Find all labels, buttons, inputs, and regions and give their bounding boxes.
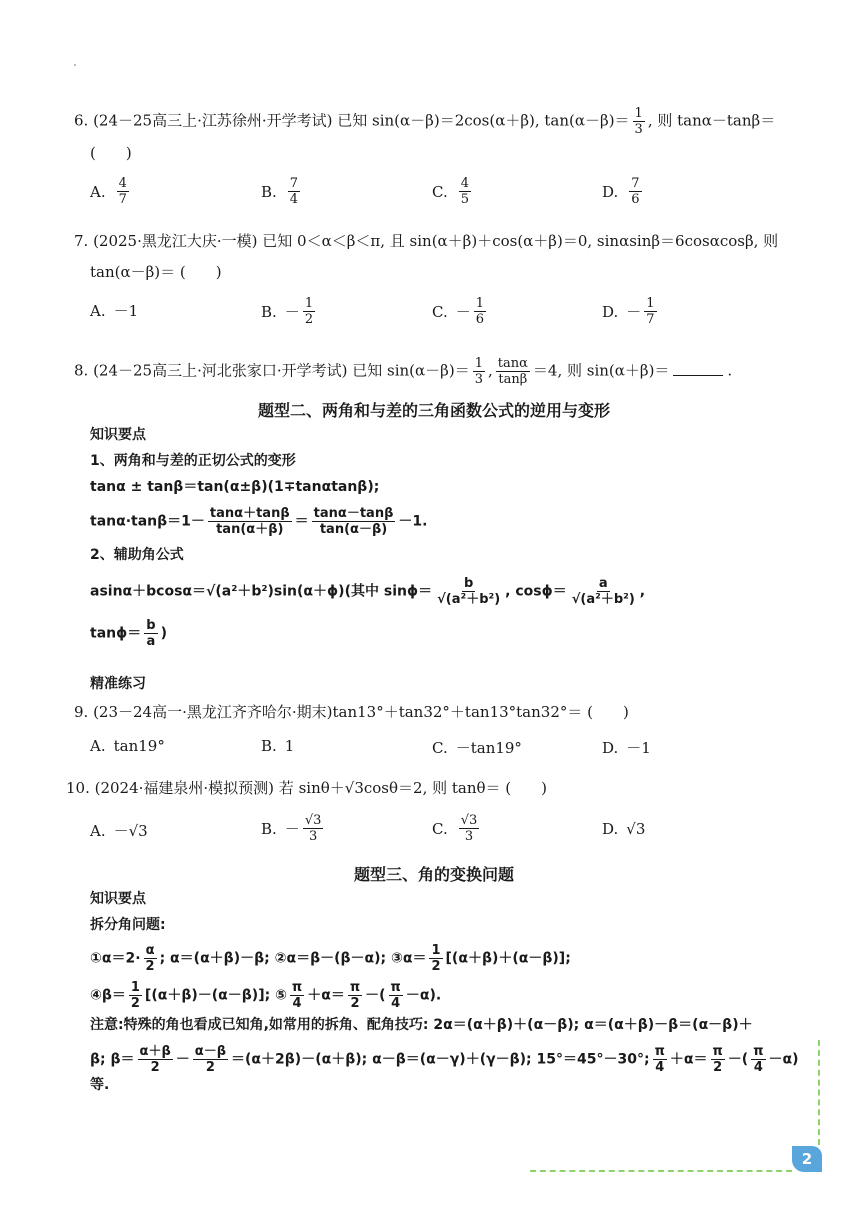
q9-option-c[interactable]: C. －tan19° <box>432 738 522 757</box>
formula-tan-phi: tanϕ＝ $\frac{b}{a}$ ) <box>90 618 167 649</box>
page-corner-dashed-border-vertical <box>818 1040 820 1145</box>
q9-option-a[interactable]: A. tan19° <box>90 737 165 755</box>
question-6-stem <box>74 106 775 137</box>
note-line-3: 等. <box>90 1077 110 1093</box>
q6-fraction: $\frac{1}{3}$ <box>634 106 643 137</box>
q7-stem-line2: tan(α－β)＝ ( ) <box>90 263 222 281</box>
section3-subheading: 拆分角问题: <box>90 917 166 933</box>
q7-option-c[interactable]: C. － $\frac{1}{6}$ <box>432 296 485 327</box>
question-8-stem: 8. (24－25高三上·河北张家口·开学考试) 已知 sin(α－β)＝ $\frac{1}{3}$ , $\frac{\tan\alpha}{\tan\beta}$ ＝4, 则 sin(α＋β)＝ . <box>74 356 733 387</box>
q6-text-end: , 则 tanα－tanβ＝ <box>647 111 776 130</box>
formula-tan-product: tanα·tanβ＝1－ $\frac{\tan\alpha+\tan\beta}{\tan(\alpha+\beta)}$ ＝ $\frac{\tan\alpha-\tan\beta}{\tan(\alpha-\beta)}$ －1. <box>90 506 428 537</box>
note-line-2: β; β＝ $\frac{\alpha+\beta}{2}$ － $\frac{\alpha-\beta}{2}$ ＝(α＋2β)－(α＋β); α－β＝(α－γ)＋(γ－β); 15°＝45°－30°; $\frac{\pi}{4}$ ＋α＝ $\frac{\pi}{2}$ －( $\frac{\pi}{4}$ －α) <box>90 1044 799 1075</box>
section3-knowledge-heading: 知识要点 <box>90 891 146 907</box>
section2-knowledge-heading: 知识要点 <box>90 427 146 443</box>
q7-option-d[interactable]: D. － $\frac{1}{7}$ <box>602 296 655 327</box>
q7-option-a[interactable]: A. －1 <box>90 301 139 320</box>
formula-tan-sum: tanα ± tanβ＝tan(α±β)(1∓tanαtanβ); <box>90 479 380 495</box>
angle-split-line-2: ④β＝ $\frac{1}{2}$ [(α＋β)－(α－β)]; ⑤ $\frac{\pi}{4}$ ＋α＝ $\frac{\pi}{2}$ －( $\frac{\pi}{4}$ －α). <box>90 980 442 1011</box>
section2-subheading-1: 1、两角和与差的正切公式的变形 <box>90 453 296 469</box>
question-9-stem: 9. (23－24高一·黑龙江齐齐哈尔·期末)tan13°＋tan32°＋tan13°tan32°＝ ( ) <box>74 703 629 721</box>
q9-option-d[interactable]: D. －1 <box>602 738 651 757</box>
note-line-1: 注意:特殊的角也看成已知角,如常用的拆角、配角技巧: 2α＝(α＋β)＋(α－β); α＝(α＋β)－β＝(α－β)＋ <box>90 1017 753 1033</box>
q6-option-a[interactable]: A. $\frac{4}{7}$ <box>90 176 127 207</box>
practice-heading: 精准练习 <box>90 676 146 692</box>
q6-option-c[interactable]: C. $\frac{4}{5}$ <box>432 176 469 207</box>
question-10-stem: 10. (2024·福建泉州·模拟预测) 若 sinθ＋√3cosθ＝2, 则 tanθ＝ ( ) <box>66 779 548 797</box>
question-7-stem: 7. (2025·黑龙江大庆·一模) 已知 0＜α＜β＜π, 且 sin(α＋β)＋cos(α＋β)＝0, sinαsinβ＝6cosαcosβ, 则 <box>74 232 779 250</box>
scan-speck <box>74 64 76 66</box>
q7-option-b[interactable]: B. － $\frac{1}{2}$ <box>261 296 314 327</box>
q9-option-b[interactable]: B. 1 <box>261 737 295 755</box>
q6-option-b[interactable]: B. $\frac{7}{4}$ <box>261 176 299 207</box>
page-corner-dashed-border-horizontal <box>530 1170 792 1172</box>
q10-option-c[interactable]: C. $\frac{√3}{3}$ <box>432 813 478 844</box>
q10-option-b[interactable]: B. － $\frac{√3}{3}$ <box>261 813 322 844</box>
q6-text: 6. (24－25高三上·江苏徐州·开学考试) 已知 sin(α－β)＝2cos(α＋β), tan(α－β)＝ <box>74 111 630 130</box>
section2-subheading-2: 2、辅助角公式 <box>90 547 184 563</box>
q10-option-a[interactable]: A. －√3 <box>90 821 148 840</box>
q8-answer-blank[interactable] <box>673 361 723 376</box>
angle-split-line-1: ①α＝2· $\frac{\alpha}{2}$ ; α＝(α＋β)－β; ②α＝β－(β－α); ③α＝ $\frac{1}{2}$ [(α＋β)＋(α－β)]; <box>90 943 571 974</box>
page-number-badge: 2 <box>792 1146 822 1172</box>
q6-answer-paren: ( ) <box>90 144 132 162</box>
q6-option-d[interactable]: D. $\frac{7}{6}$ <box>602 176 640 207</box>
formula-auxiliary-angle: asinα＋bcosα＝√(a²＋b²)sin(α＋ϕ)(其中 sinϕ＝ $\frac{b}{\text{√(a²＋b²)}}$ , cosϕ＝ $\frac{a}{\text{√(a²＋b²)}}$ , <box>90 576 646 607</box>
section2-title: 题型二、两角和与差的三角函数公式的逆用与变形 <box>257 401 610 420</box>
section3-title: 题型三、角的变换问题 <box>353 865 514 884</box>
q10-option-d[interactable]: D. √3 <box>602 820 646 838</box>
